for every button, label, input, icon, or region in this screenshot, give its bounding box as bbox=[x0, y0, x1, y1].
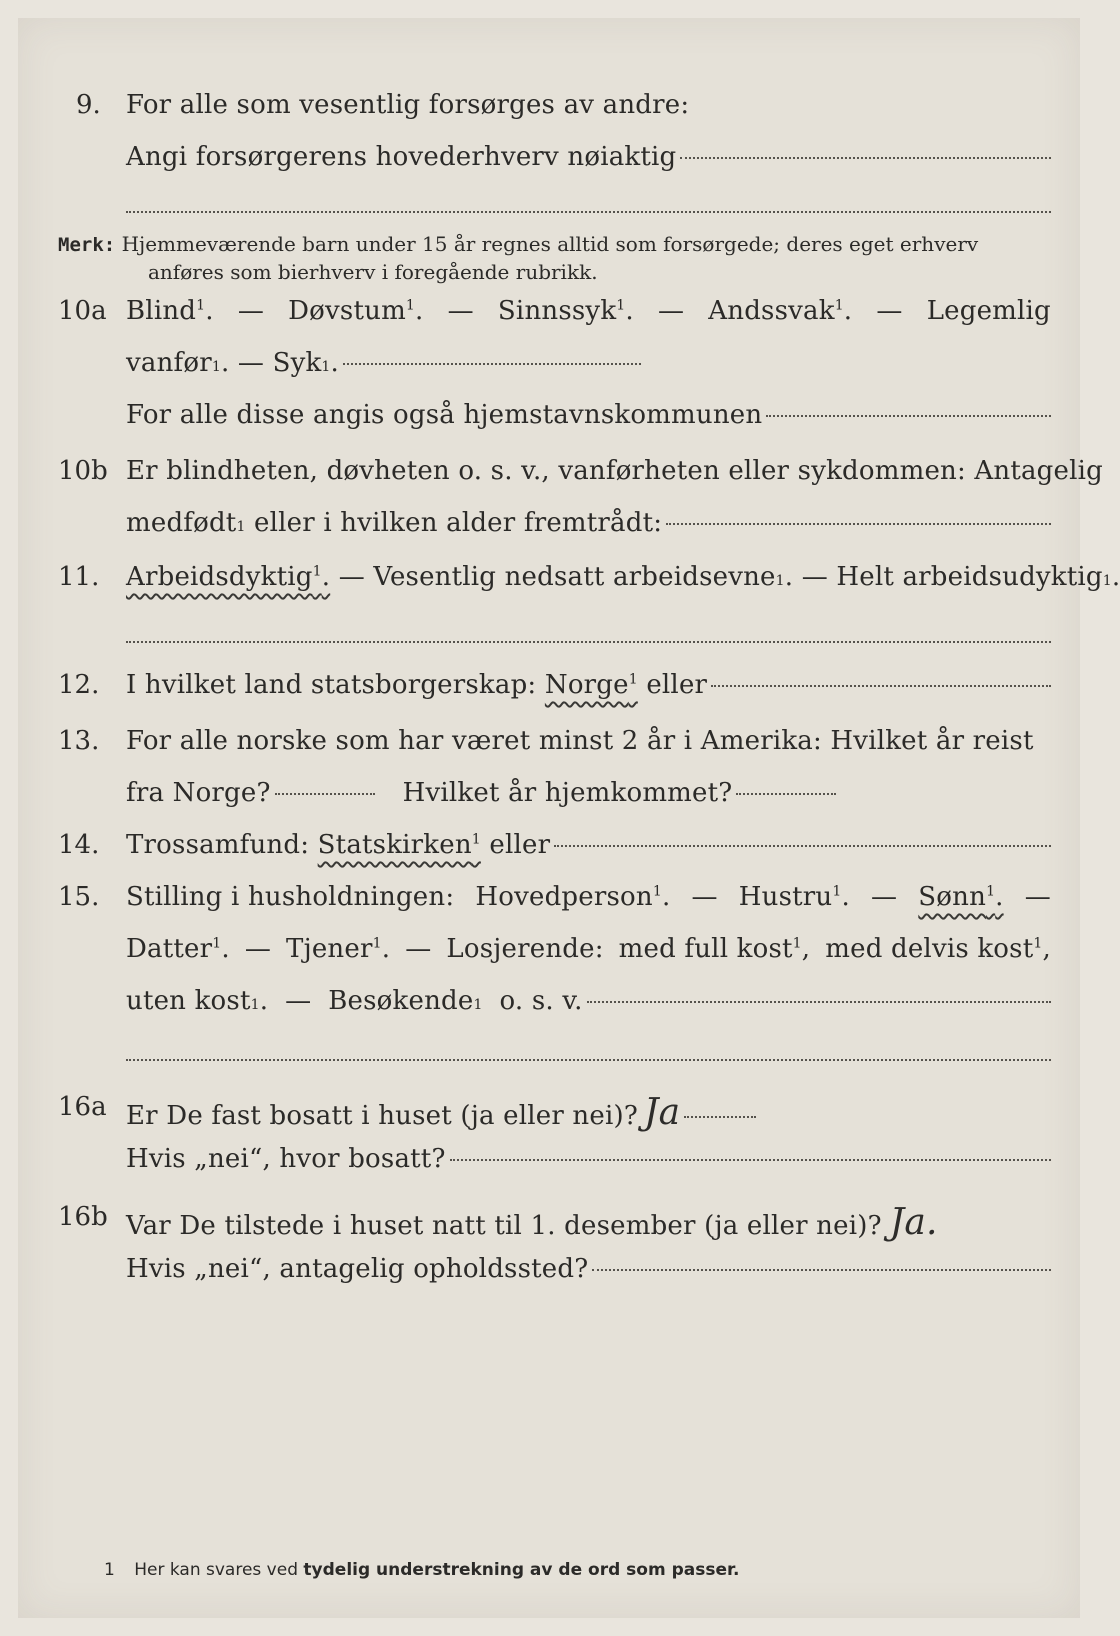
opt-nedsatt[interactable]: Vesentlig nedsatt arbeidsevne bbox=[373, 562, 776, 592]
q10a-line1: Blind$^1$. — Døvstum$^1$. — Sinnssyk$^1$. — Andssvak$^1$. — Legemlig bbox=[126, 296, 1051, 326]
q10b-line2: medfødt 1 eller i hvilken alder fremtrådt: bbox=[126, 508, 1051, 538]
q16b-line1: Var De tilstede i huset natt til 1. desember (ja eller nei)? Ja. bbox=[126, 1202, 938, 1243]
opt-delvis-kost[interactable]: med delvis kost bbox=[825, 934, 1034, 964]
q16a-number: 16a bbox=[58, 1092, 107, 1122]
q16b-number: 16b bbox=[58, 1202, 108, 1232]
opt-full-kost[interactable]: med full kost bbox=[618, 934, 793, 964]
footnote: 1 Her kan svares ved tydelig understrekning av de ord som passer. bbox=[104, 1560, 740, 1580]
q16a-line2: Hvis „nei“, hvor bosatt? bbox=[126, 1144, 1051, 1174]
answer-line[interactable] bbox=[684, 1115, 756, 1118]
opt-tjener[interactable]: Tjener bbox=[286, 934, 373, 964]
opt-hustru[interactable]: Hustru bbox=[738, 882, 833, 912]
answer-line[interactable] bbox=[126, 210, 1051, 213]
q14-number: 14. bbox=[58, 830, 100, 860]
q9-number: 9. bbox=[76, 90, 101, 120]
census-form-page bbox=[18, 18, 1120, 1618]
opt-andssvak[interactable]: Andssvak bbox=[708, 296, 835, 326]
opt-sonn[interactable]: Sønn$^1$. bbox=[918, 882, 1004, 912]
q15-line3: uten kost 1 . — Besøkende 1 o. s. v. bbox=[126, 986, 1051, 1016]
answer-line[interactable] bbox=[592, 1268, 1051, 1271]
q10b-number: 10b bbox=[58, 456, 108, 486]
opt-hovedperson[interactable]: Hovedperson bbox=[475, 882, 653, 912]
q10a-line3: For alle disse angis også hjemstavnskommunen bbox=[126, 400, 1051, 430]
q12-line: I hvilket land statsborgerskap: Norge$^1$ eller bbox=[126, 670, 1051, 700]
opt-uten-kost[interactable]: uten kost bbox=[126, 986, 251, 1016]
opt-arbeidsdyktig[interactable]: Arbeidsdyktig$^1$. bbox=[126, 562, 331, 592]
answer-line[interactable] bbox=[766, 414, 1051, 417]
q16b-line2: Hvis „nei“, antagelig opholdssted? bbox=[126, 1254, 1051, 1284]
opt-blind[interactable]: Blind bbox=[126, 296, 197, 326]
q10a-number: 10a bbox=[58, 296, 107, 326]
q9-line2-text: Angi forsørgerens hovederhverv nøiaktig bbox=[126, 142, 677, 172]
q9-line2 bbox=[126, 142, 1051, 172]
q9-line1: For alle som vesentlig forsørges av andre: bbox=[126, 90, 690, 120]
answer-line[interactable] bbox=[587, 1000, 1051, 1003]
opt-syk[interactable]: Syk bbox=[272, 348, 322, 378]
opt-udyktig[interactable]: Helt arbeidsudyktig bbox=[836, 562, 1103, 592]
opt-dovstum[interactable]: Døvstum bbox=[288, 296, 406, 326]
answer-line[interactable] bbox=[666, 522, 1051, 525]
q10b-line1: Er blindheten, døvheten o. s. v., vanførheten eller sykdommen: Antagelig bbox=[126, 456, 1103, 486]
q14-line: Trossamfund: Statskirken$^1$ eller bbox=[126, 830, 1051, 860]
answer-line[interactable] bbox=[450, 1158, 1051, 1161]
q10a-line2: vanfør 1 . — Syk 1 . bbox=[126, 348, 641, 378]
merk-line2: anføres som bierhverv i foregående rubrikk. bbox=[148, 260, 598, 284]
opt-statskirken[interactable]: Statskirken$^1$ bbox=[317, 830, 481, 860]
q11-number: 11. bbox=[58, 562, 100, 592]
q13-line2: fra Norge? Hvilket år hjemkommet? bbox=[126, 778, 836, 808]
answer-line[interactable] bbox=[275, 792, 375, 795]
merk-label: Merk: bbox=[58, 234, 116, 256]
footnote-mark: 1 bbox=[104, 1560, 115, 1580]
opt-datter[interactable]: Datter bbox=[126, 934, 213, 964]
answer-line[interactable] bbox=[736, 792, 836, 795]
answer-line[interactable] bbox=[554, 844, 1051, 847]
opt-norge[interactable]: Norge$^1$ bbox=[544, 670, 638, 700]
answer-line[interactable] bbox=[126, 1058, 1051, 1061]
opt-vanfor[interactable]: vanfør bbox=[126, 348, 212, 378]
merk-line1: Hjemmeværende barn under 15 år regnes alltid som forsørgede; deres eget erhverv bbox=[121, 232, 979, 256]
opt-legemlig[interactable]: Legemlig bbox=[926, 296, 1051, 326]
opt-medfodt[interactable]: medfødt bbox=[126, 508, 237, 538]
q15-line2: Datter$^1$. — Tjener$^1$. — Losjerende: med full kost$^1$, med delvis kost$^1$, bbox=[126, 934, 1051, 964]
merk-note bbox=[58, 230, 978, 259]
answer-line[interactable] bbox=[126, 640, 1051, 643]
handwritten-answer[interactable]: Ja bbox=[643, 1092, 681, 1133]
q13-number: 13. bbox=[58, 726, 100, 756]
q15-line1: Stilling i husholdningen: Hovedperson$^1$. — Hustru$^1$. — Sønn$^1$. — bbox=[126, 882, 1051, 912]
handwritten-answer[interactable]: Ja. bbox=[889, 1202, 938, 1243]
q16a-line1: Er De fast bosatt i huset (ja eller nei)? Ja bbox=[126, 1092, 756, 1133]
q15-number: 15. bbox=[58, 882, 100, 912]
q13-line1: For alle norske som har været minst 2 år i Amerika: Hvilket år reist bbox=[126, 726, 1034, 756]
opt-besokende[interactable]: Besøkende bbox=[328, 986, 474, 1016]
answer-line[interactable] bbox=[343, 362, 641, 365]
q12-number: 12. bbox=[58, 670, 100, 700]
answer-line[interactable] bbox=[680, 156, 1051, 159]
opt-sinnssyk[interactable]: Sinnssyk bbox=[497, 296, 617, 326]
answer-line[interactable] bbox=[711, 684, 1051, 687]
q11-line: Arbeidsdyktig$^1$. — Vesentlig nedsatt arbeidsevne 1 . — Helt arbeidsudyktig 1 . bbox=[126, 562, 1120, 592]
